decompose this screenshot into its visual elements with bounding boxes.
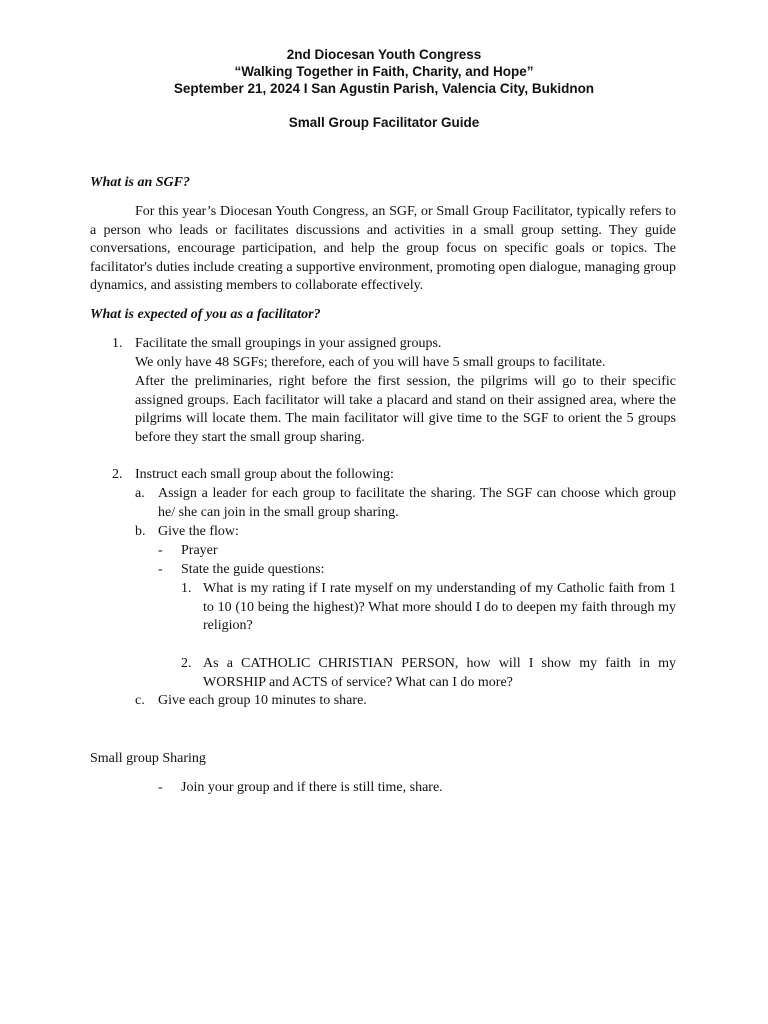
event-date-venue: September 21, 2024 I San Agustin Parish, Valencia City, Bukidnon xyxy=(173,81,595,96)
event-theme: “Walking Together in Faith, Charity, and Hope” xyxy=(234,64,534,79)
flow-guide-questions: State the guide questions: xyxy=(181,562,325,577)
list-marker: 2. xyxy=(112,467,123,482)
list-marker: 1. xyxy=(181,581,192,596)
sub-item-b-text: Give the flow: xyxy=(158,524,239,539)
section-heading-what-is-sgf: What is an SGF? xyxy=(90,175,190,190)
flow-prayer: Prayer xyxy=(181,543,218,558)
item2-intro: Instruct each small group about the following: xyxy=(135,467,394,482)
guide-question-2: As a CATHOLIC CHRISTIAN PERSON, how will I show my faith in my WORSHIP and ACTS of service? What can I do more? xyxy=(203,656,676,690)
list-marker: 1. xyxy=(112,336,123,351)
dash-marker: - xyxy=(158,562,163,577)
dash-marker: - xyxy=(158,543,163,558)
section-heading-expectations: What is expected of you as a facilitator? xyxy=(90,307,321,322)
section-heading-small-group-sharing: Small group Sharing xyxy=(90,751,206,766)
list-marker: c. xyxy=(135,693,145,708)
guide-title: Small Group Facilitator Guide xyxy=(288,115,480,130)
list-marker: a. xyxy=(135,486,145,501)
sharing-instruction: Join your group and if there is still time, share. xyxy=(181,780,443,795)
sub-item-a-text: Assign a leader for each group to facilitate the sharing. The SGF can choose which group he/ she can join in the small group sharing. xyxy=(158,486,676,520)
guide-question-1: What is my rating if I rate myself on my understanding of my Catholic faith from 1 to 10 (10 being the highest)? What more should I do to deepen my faith through my religion? xyxy=(203,581,676,634)
item1-line1: Facilitate the small groupings in your assigned groups. xyxy=(135,336,442,351)
list-marker: b. xyxy=(135,524,146,539)
event-title: 2nd Diocesan Youth Congress xyxy=(286,47,482,62)
list-marker: 2. xyxy=(181,656,192,671)
sgf-definition-paragraph: For this year’s Diocesan Youth Congress, an SGF, or Small Group Facilitator, typically refers to a person who leads or facilitates discussions and activities in a small group setting. They guide conversations, encourage participation, and help the group focus on specific goals or topics. The facilitator's duties include creating a supportive environment, promoting open dialogue, managing group dynamics, and assisting members to collaborate effectively. xyxy=(90,204,676,294)
dash-marker: - xyxy=(158,780,163,795)
item1-line2: We only have 48 SGFs; therefore, each of you will have 5 small groups to facilitate. xyxy=(135,355,606,370)
item1-paragraph: After the preliminaries, right before the first session, the pilgrims will go to their specific assigned groups. Each facilitator will take a placard and stand on their assigned area, where the pilgrims will locate them. The main facilitator will give time to the SGF to orient the 5 groups before they start the small group sharing. xyxy=(135,374,676,445)
sub-item-c-text: Give each group 10 minutes to share. xyxy=(158,693,367,708)
